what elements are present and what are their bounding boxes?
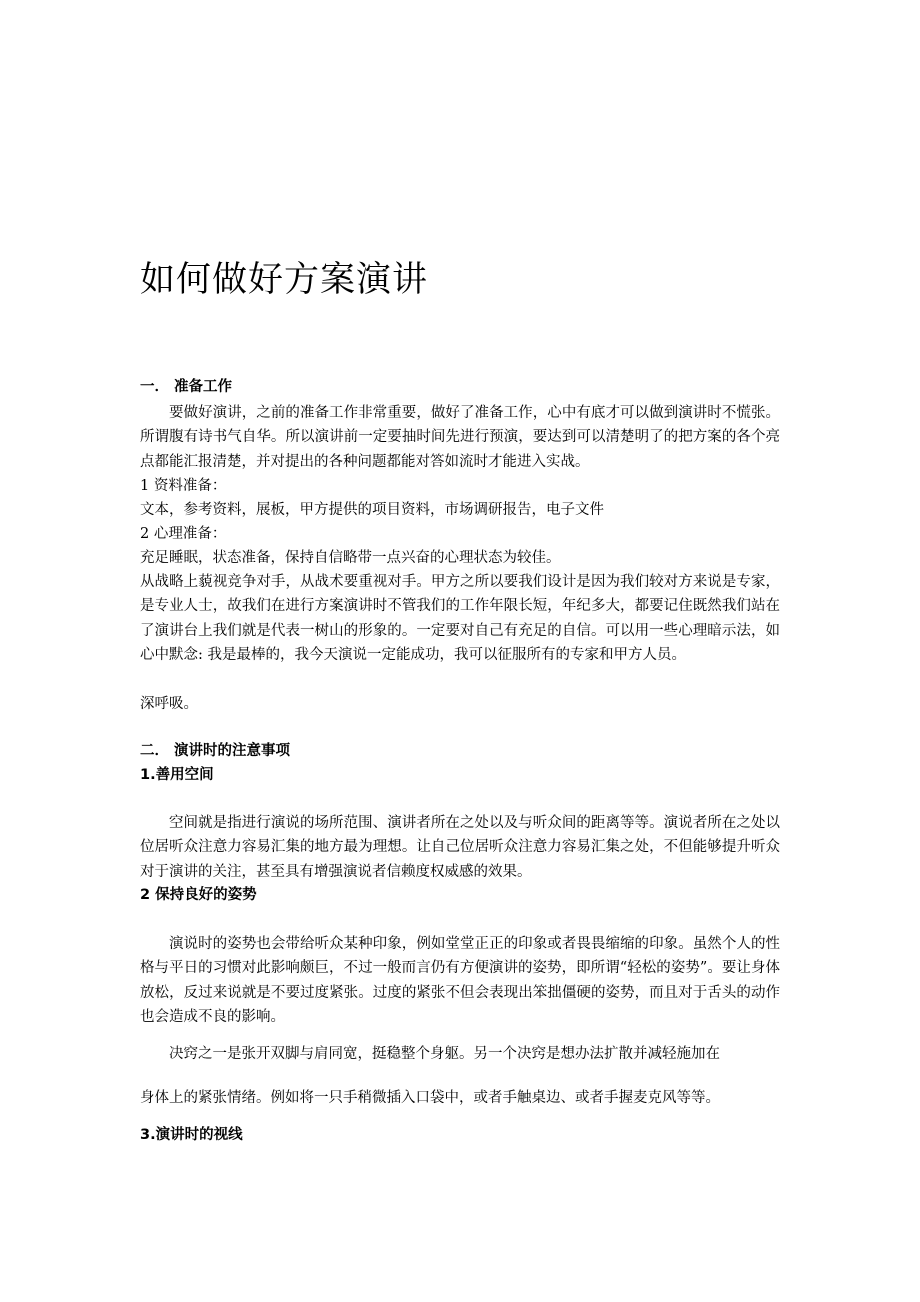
- item1-label: 1 资料准备：: [140, 478, 227, 494]
- item2-text1: 充足睡眠，状态准备，保持自信略带一点兴奋的心理状态为较佳。: [140, 550, 561, 566]
- item1-text: 文本，参考资料，展板，甲方提供的项目资料，市场调研报告，电子文件: [140, 502, 604, 518]
- sub3-heading: 3.演讲时的视线: [140, 1127, 243, 1143]
- sub2-text2-line2: 身体上的紧张情绪。例如将一只手稍微插入口袋中，或者手触桌边、或者手握麦克风等等。: [140, 1090, 720, 1106]
- item2-text2: 从战略上藐视竞争对手，从战术要重视对手。甲方之所以要我们设计是因为我们较对方来说是专家，是专业人士，故我们在进行方案演讲时不管我们的工作年限长短，年纪多大，都要记住既然我们站在了演讲台上我们就是代表一树山的形象的。一定要对自己有充足的自信。可以用一些心理暗示法，如心中默念: 我是最棒的，我今天演说一定能成功，我可以征服所有的专家和甲方人员。: [140, 574, 780, 664]
- section2-heading: 二． 演讲时的注意事项: [140, 743, 291, 759]
- item2-text3: 深呼吸。: [140, 696, 198, 712]
- sub1-text: 空间就是指进行演说的场所范围、演讲者所在之处以及与听众间的距离等等。演说者所在之处以位居听众注意力容易汇集的地方最为理想。让自己位居听众注意力容易汇集之处，不但能够提升听众对于演讲的关注，甚至具有增强演说者信赖度权威感的效果。: [140, 815, 780, 880]
- sub1-heading: 1.善用空间: [140, 767, 214, 783]
- sub2-text2-line1: 决窍之一是张开双脚与肩同宽，挺稳整个身躯。另一个决窍是想办法扩散并减轻施加在: [169, 1046, 720, 1062]
- page-title: 如何做好方案演讲: [140, 260, 429, 300]
- section1-intro: 要做好演讲，之前的准备工作非常重要，做好了准备工作，心中有底才可以做到演讲时不慌张。所谓腹有诗书气自华。所以演讲前一定要抽时间先进行预演，要达到可以清楚明了的把方案的各个亮点都能汇报清楚，并对提出的各种问题都能对答如流时才能进入实战。: [140, 405, 780, 470]
- sub2-text1: 演说时的姿势也会带给听众某种印象，例如堂堂正正的印象或者畏畏缩缩的印象。虽然个人的性格与平日的习惯对此影响颇巨，不过一般而言仍有方便演讲的姿势，即所谓“轻松的姿势”。要让身体放松，反过来说就是不要过度紧张。过度的紧张不但会表现出笨拙僵硬的姿势，而且对于舌头的动作也会造成不良的影响。: [140, 936, 780, 1026]
- section1-heading: 一． 准备工作: [140, 379, 233, 395]
- item2-label: 2 心理准备：: [140, 526, 227, 542]
- sub2-heading: 2 保持良好的姿势: [140, 887, 257, 903]
